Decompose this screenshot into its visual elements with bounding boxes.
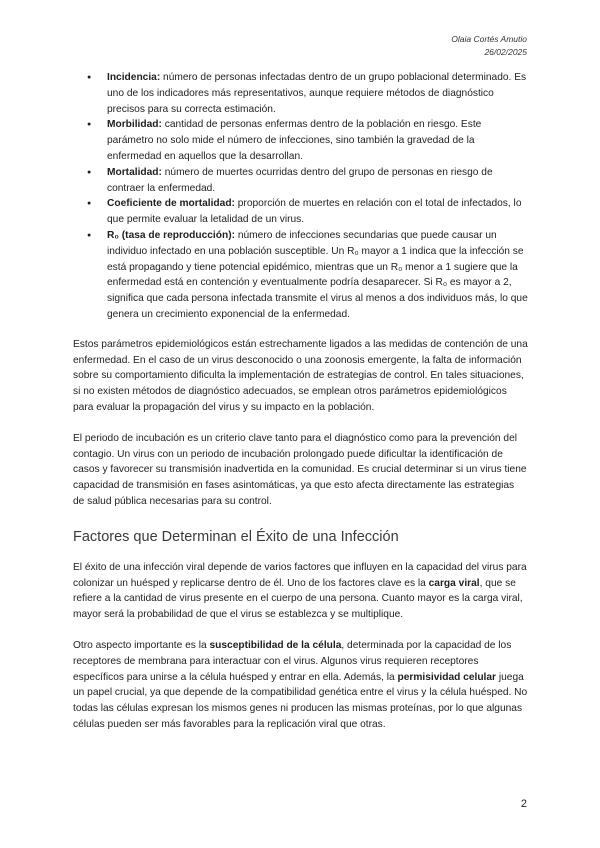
- page-number: 2: [520, 798, 527, 810]
- page-header: [451, 33, 527, 59]
- term-morbilidad: Morbilidad:: [107, 119, 162, 131]
- text-segment: , que se refiere a la cantidad de virus presente en el cuerpo de una persona. Cuanto mayor es la carga viral, mayor será la probabilidad de que el virus se establezca y se multiplique.: [73, 577, 523, 621]
- list-item: [107, 228, 528, 323]
- bold-term-permisividad: permisividad celular: [397, 671, 497, 683]
- text-segment: , determinada por la capacidad de los receptores de membrana para interactuar con el virus. Algunos virus requieren receptores específicos para unirse a la célula huésped y entrar en ella. Además, la: [73, 639, 512, 683]
- definition-r0: número de infecciones secundarias que puede causar un individuo infectado en una población susceptible. Un R₀ mayor a 1 indica que la infección se está propagando y tiene potencial epidémico, mientras que un R₀ menor a 1 sugiere que la enfermedad está en contención y eventualmente podría desaparecer. Si R₀ es mayor a 2, significa que cada persona infectada transmite el virus al menos a dos individuos más, lo que genera un crecimiento exponencial de la enfermedad.: [107, 229, 528, 320]
- text-segment: Otro aspecto importante es la: [73, 639, 210, 651]
- term-incidencia: Incidencia:: [107, 72, 161, 83]
- term-mortalidad: Mortalidad:: [107, 166, 162, 178]
- paragraph-carga-viral: [73, 560, 528, 623]
- term-coeficiente-mortalidad: Coeficiente de mortalidad:: [107, 198, 235, 210]
- paragraph-susceptibilidad: [73, 638, 528, 733]
- definition-morbilidad: cantidad de personas enfermas dentro de la población en riesgo. Este parámetro no solo mide el número de infecciones, sino también la gravedad de la enfermedad en aquellos que la desarrollan.: [107, 119, 482, 162]
- paragraph-parametros: Estos parámetros epidemiológicos están estrechamente ligados a las medidas de contención de una enfermedad. En el caso de un virus desconocido o una zoonosis emergente, la falta de información sobre su comportamiento dificulta la implementación de estrategias de control. En tales situaciones, si no existen métodos de diagnóstico adecuados, se emplean otros parámetros epidemiológicos para evaluar la propagación del virus y su impacto en la población.: [73, 338, 528, 413]
- page-content: [73, 70, 528, 748]
- section-heading: Factores que Determinan el Éxito de una Infección: [73, 528, 399, 545]
- list-item: [107, 117, 528, 164]
- definition-coeficiente-mortalidad: proporción de muertes en relación con el total de infectados, lo que permite evaluar la letalidad de un virus.: [107, 198, 522, 226]
- author-name: Olaia Cortés Amutio: [451, 34, 527, 44]
- list-item: [107, 165, 528, 197]
- term-r0: R₀ (tasa de reproducción):: [107, 229, 235, 241]
- paragraph-incubacion: El periodo de incubación es un criterio clave tanto para el diagnóstico como para la prevención del contagio. Un virus con un periodo de incubación prolongado puede dificultar la identificación de casos y favorecer su transmisión inadvertida en la comunidad. Es crucial determinar si un virus tiene capacidad de transmisión en fases asintomáticas, ya que esto afecta directamente las estrategias de salud pública necesarias para su control.: [73, 432, 527, 507]
- bold-term-susceptibilidad: susceptibilidad de la célula: [209, 639, 342, 651]
- text-segment: juega un papel crucial, ya que depende de la compatibilidad genética entre el virus y la célula huésped. No todas las células expresan los mismos genes ni producen las mismas proteínas, por lo que algunas células pueden ser más favorables para la replicación viral que otras.: [73, 671, 528, 730]
- epidemiological-parameters-list: [73, 70, 528, 323]
- definition-mortalidad: número de muertes ocurridas dentro del grupo de personas en riesgo de contraer la enfermedad.: [107, 166, 493, 194]
- document-date: 26/02/2025: [484, 47, 527, 57]
- text-segment: El éxito de una infección viral depende de varios factores que influyen en la capacidad del virus para colonizar un huésped y replicarse dentro de él. Uno de los factores clave es la: [73, 561, 527, 589]
- definition-incidencia: número de personas infectadas dentro de un grupo poblacional determinado. Es uno de los indicadores más representativos, aunque requiere métodos de diagnóstico precisos para su correcta estimación.: [107, 72, 527, 115]
- list-item: [107, 70, 528, 117]
- bold-term-carga-viral: carga viral: [428, 577, 480, 589]
- list-item: [107, 196, 528, 228]
